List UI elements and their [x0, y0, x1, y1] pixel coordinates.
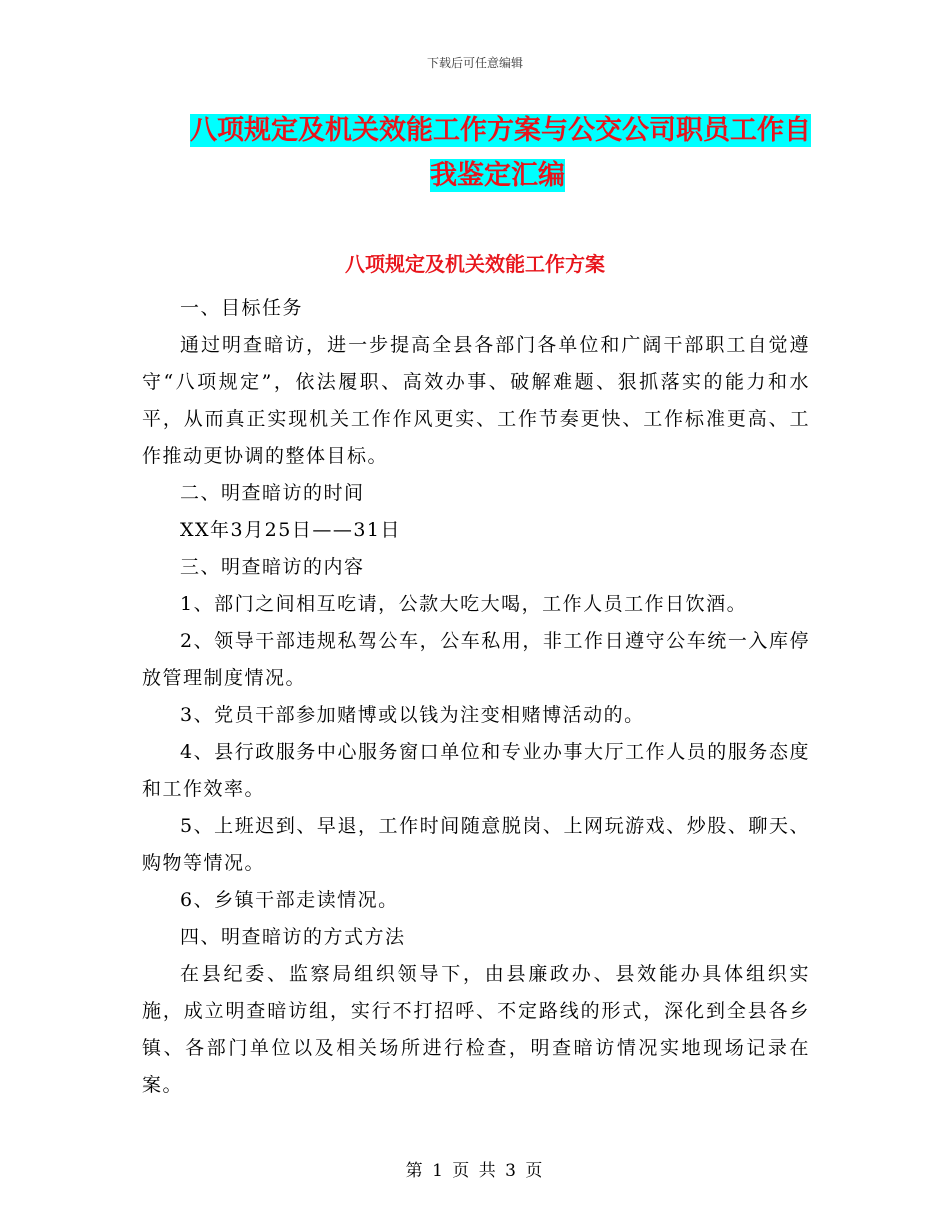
heading-goals: 一、目标任务	[180, 297, 304, 319]
title-highlight-1: 八项规定及机关效能工作方案与公交公司职员工作自	[190, 115, 811, 146]
title-highlight-2: 我鉴定汇编	[430, 160, 565, 191]
heading-content: 三、明查暗访的内容	[180, 556, 365, 578]
list-item: 2、领导干部违规私驾公车，公车私用，非工作日遵守公车统一入库停放管理制度情况。	[142, 630, 810, 689]
list-item: 5、上班迟到、早退，工作时间随意脱岗、上网玩游戏、炒股、聊天、购物等情况。	[142, 815, 810, 874]
list-item: 6、乡镇干部走读情况。	[180, 889, 399, 911]
heading-time: 二、明查暗访的时间	[180, 482, 365, 504]
document-title-line-1	[190, 108, 811, 153]
document-title	[190, 108, 811, 198]
section-title: 八项规定及机关效能工作方案	[345, 252, 605, 276]
page-footer: 第 1 页 共 3 页	[405, 1161, 545, 1181]
paragraph-methods: 在县纪委、监察局组织领导下，由县廉政办、县效能办具体组织实施，成立明查暗访组，实行不打招呼、不定路线的形式，深化到全县各乡镇、各部门单位以及相关场所进行检查，明查暗访情况实地现场记录在案。	[142, 963, 810, 1096]
paragraph-time: XX年3月25日——31日	[180, 519, 401, 541]
document-title-line-2	[190, 153, 805, 198]
list-item: 1、部门之间相互吃请，公款大吃大喝，工作人员工作日饮酒。	[180, 593, 748, 615]
document-body	[142, 290, 810, 1104]
paragraph-goals: 通过明查暗访，进一步提高全县各部门各单位和广阔干部职工自觉遵守“八项规定”，依法履职、高效办事、破解难题、狠抓落实的能力和水平，从而真正实现机关工作作风更实、工作节奏更快、工作标准更高、工作推动更协调的整体目标。	[142, 334, 810, 467]
list-item: 4、县行政服务中心服务窗口单位和专业办事大厅工作人员的服务态度和工作效率。	[142, 741, 810, 800]
list-item: 3、党员干部参加赌博或以钱为注变相赌博活动的。	[180, 704, 645, 726]
heading-methods: 四、明查暗访的方式方法	[180, 926, 406, 948]
header-note: 下载后可任意编辑	[426, 56, 523, 70]
